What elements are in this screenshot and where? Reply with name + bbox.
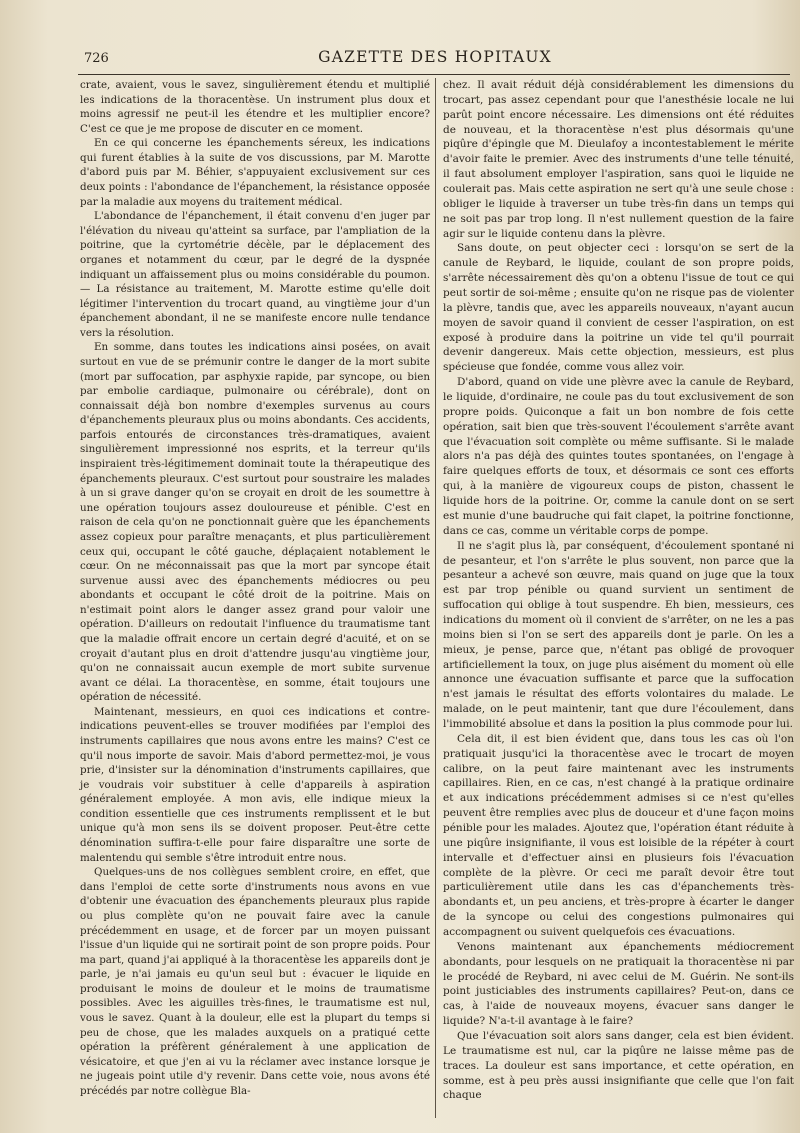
paragraph: Sans doute, on peut objecter ceci : lorsqu'on se sert de la canule de Reybard, le liquide, coulant de son propre poids, s'arrête nécessairement dès qu'on a obtenu l'issue de tout ce qui peut sortir de soi-même ; ensuite qu'on ne risque pas de violenter la plèvre, tandis que, avec les appareils nouveaux, n'ayant aucun moyen de savoir quand il convient de cesser l'aspiration, on est exposé à produire dans la poitrine un vide tel qu'il pourrait devenir dangereux. Mais cette objection, messieurs, est plus spécieuse que fondée, comme vous allez voir. bbox=[443, 242, 794, 374]
paragraph: Maintenant, messieurs, en quoi ces indications et contre-indications peuvent-elles se trouver modifiées par l'emploi des instruments capillaires que nous avons entre les mains? C'est ce qu'il nous importe de savoir. Mais d'abord permettez-moi, je vous prie, d'insister sur la dénomination d'instruments capillaires, que je voudrais voir substituer à celle d'appareils à aspiration généralement employée. A mon avis, elle indique mieux la condition essentielle que ces instruments remplissent et le but unique qu'à mon sens ils se doivent proposer. Peut-être cette dénomination suffira-t-elle pour faire disparaître une sorte de malentendu qui semble s'être introduit entre nous. bbox=[80, 705, 430, 864]
paragraph: Cela dit, il est bien évident que, dans tous les cas où l'on pratiquait jusqu'ici la thoracentèse avec le trocart de moyen calibre, on la peut faire maintenant avec les instruments capillaires. Rien, en ce cas, n'est changé à la pratique ordinaire et aux indications précédemment admises si ce n'est qu'elles peuvent être remplies avec plus de douceur et d'une façon moins pénible pour les malades. Ajoutez que, l'opération étant réduite à une piqûre insignifiante, il vous est loisible de la répéter à court intervalle et d'effectuer ainsi en plusieurs fois l'évacuation complète de la plèvre. Or ceci me paraît devoir être tout particulièrement utile dans les cas d'épanchements très-abondants et, un peu anciens, et très-propre à écarter le danger de la syncope ou celui des congestions pulmonaires qui accompagnent ou suivent quelquefois ces évacuations. bbox=[443, 732, 794, 938]
running-header bbox=[78, 48, 792, 70]
paragraph: En somme, dans toutes les indications ainsi posées, on avait surtout en vue de se prémunir contre le danger de la mort subite (mort par suffocation, par asphyxie rapide, par syncope, ou bien par embolie cardiaque, pulmonaire ou cérébrale), dont on connaissait déjà bon nombre d'exemples survenus au cours d'épanchements pleuraux plus ou moins abondants. Ces accidents, parfois entourés de circonstances très-dramatiques, avaient singulièrement impressionné nos esprits, et la terreur qu'ils inspiraient très-légitimement dominait toute la thérapeutique des épanchements pleuraux. C'est surtout pour soustraire les malades à un si grave danger qu'on se croyait en droit de les soumettre à une opération toujours assez douloureuse et pénible. C'est en raison de cela qu'on ne ponctionnait guère que les épanchements assez copieux pour paraître menaçants, et plus particulièrement ceux qui, occupant le côté gauche, déplaçaient notablement le cœur. On ne méconnaissait pas que la mort par syncope était survenue aussi avec des épanchements médiocres ou peu abondants et occupant le côté droit de la poitrine. Mais on n'estimait point alors le danger assez grand pour valoir une opération. D'ailleurs on redoutait l'influence du traumatisme tant que la maladie offrait encore un certain degré d'acuité, et on se croyait d'autant plus en droit d'attendre jusqu'au vingtième jour, qu'on ne connaissait aucun exemple de mort subite survenue avant ce délai. La thoracentèse, en somme, était toujours une opération de nécessité. bbox=[80, 341, 430, 704]
paragraph: chez. Il avait réduit déjà considérablement les dimensions du trocart, pas assez cependant pour que l'anesthésie locale ne lui parût point encore nécessaire. Les dimensions ont été réduites de nouveau, et la thoracentèse n'est plus désormais qu'une piqûre d'épingle que M. Dieulafoy a incontestablement le mérite d'avoir faite le premier. Avec des instruments d'une telle ténuité, il faut absolument employer l'aspiration, sans quoi le liquide ne coulerait pas. Mais cette aspiration ne sert qu'à une seule chose : obliger le liquide à traverser un tube très-fin dans un temps qui ne soit pas par trop long. Il n'est nullement question de la faire agir sur le liquide contenu dans la plèvre. bbox=[443, 79, 794, 240]
column-divider bbox=[435, 78, 436, 1118]
paragraph: L'abondance de l'épanchement, il était convenu d'en juger par l'élévation du niveau qu'atteint sa surface, par l'ampliation de la poitrine, que la cyrtométrie décèle, par le déplacement des organes et notamment du cœur, par le degré de la dyspnée indiquant un affaissement plus ou moins considérable du poumon. — La résistance au traitement, M. Marotte estime qu'elle doit légitimer l'intervention du trocart quand, au vingtième jour d'un épanchement abondant, il ne se manifeste encore nulle tendance vers la résolution. bbox=[80, 210, 430, 339]
right-column bbox=[443, 78, 794, 1103]
paragraph: Quelques-uns de nos collègues semblent croire, en effet, que dans l'emploi de cette sorte d'instruments nous avons en vue d'obtenir une évacuation des épanchements pleuraux plus rapide ou plus complète qu'on ne pouvait faire avec la canule précédemment en usage, et de forcer par un moyen puissant l'issue d'un liquide qui ne sortirait point de son propre poids. Pour ma part, quand j'ai appliqué à la thoracentèse les appareils dont je parle, je n'ai jamais eu qu'un seul but : évacuer le liquide en produisant le moins de douleur et le moins de traumatisme possibles. Avec les aiguilles très-fines, le traumatisme est nul, vous le savez. Quant à la douleur, elle est la plupart du temps si peu de chose, que les malades auxquels on a pratiqué cette opération la préfèrent généralement à une application de vésicatoire, et que j'en ai vu la réclamer avec instance lorsque je ne jugeais point utile d'y revenir. Dans cette voie, nous avons été précédés par notre collègue Bla- bbox=[80, 866, 430, 1097]
page-number: 726 bbox=[84, 51, 109, 66]
header-rule bbox=[78, 74, 790, 75]
running-title: GAZETTE DES HOPITAUX bbox=[318, 48, 552, 66]
left-column bbox=[80, 78, 430, 1098]
paragraph: Venons maintenant aux épanchements médiocrement abondants, pour lesquels on ne pratiquait la thoracentèse ni par le procédé de Reybard, ni avec celui de M. Guérin. Ne sont-ils point justiciables des instruments capillaires? Peut-on, dans ce cas, à l'aide de nouveaux moyens, évacuer sans danger le liquide? N'a-t-il avantage à le faire? bbox=[443, 940, 794, 1028]
paragraph: crate, avaient, vous le savez, singulièrement étendu et multiplié les indications de la thoracentèse. Un instrument plus doux et moins agressif ne peut-il les étendre et les multiplier encore? C'est ce que je me propose de discuter en ce moment. bbox=[80, 79, 430, 135]
paragraph: Il ne s'agit plus là, par conséquent, d'écoulement spontané ni de pesanteur, et l'on s'arrête le plus souvent, non parce que la pesanteur a achevé son œuvre, mais quand on juge que la toux est par trop pénible ou quand survient un sentiment de suffocation qui oblige à tout suspendre. Eh bien, messieurs, ces indications du moment où il convient de s'arrêter, on ne les a pas moins bien si l'on se sert des appareils dont je parle. On les a mieux, je pense, parce que, n'étant pas obligé de provoquer artificiellement la toux, on juge plus aisément du moment où elle annonce une évacuation suffisante et parce que la suffocation n'est jamais le résultat des efforts volontaires du malade. Le malade, on le peut maintenir, tant que dure l'écoulement, dans l'immobilité absolue et dans la position la plus commode pour lui. bbox=[443, 539, 794, 730]
paragraph: Que l'évacuation soit alors sans danger, cela est bien évident. Le traumatisme est nul, car la piqûre ne laisse même pas de traces. La douleur est sans importance, et cette opération, en somme, est à peu près aussi insignifiante que celle que l'on fait chaque bbox=[443, 1030, 794, 1102]
paragraph: En ce qui concerne les épanchements séreux, les indications qui furent établies à la suite de vos discussions, par M. Marotte d'abord puis par M. Béhier, s'appuyaient exclusivement sur ces deux points : l'abondance de l'épanchement, la résistance opposée par la maladie aux moyens du traitement médical. bbox=[80, 137, 430, 208]
paragraph: D'abord, quand on vide une plèvre avec la canule de Reybard, le liquide, d'ordinaire, ne coule pas du tout exclusivement de son propre poids. Quiconque a fait un bon nombre de fois cette opération, sait bien que très-souvent l'écoulement s'arrête avant que l'évacuation soit complète ou même suffisante. Si le malade alors n'a pas déjà des quintes toutes spontanées, on l'engage à faire quelques efforts de toux, et désormais ce sont ces efforts qui, à la manière de vigoureux coups de piston, chassent le liquide hors de la poitrine. Or, comme la canule dont on se sert est munie d'une baudruche qui fait clapet, la poitrine fonctionne, dans ce cas, comme un véritable corps de pompe. bbox=[443, 376, 794, 537]
